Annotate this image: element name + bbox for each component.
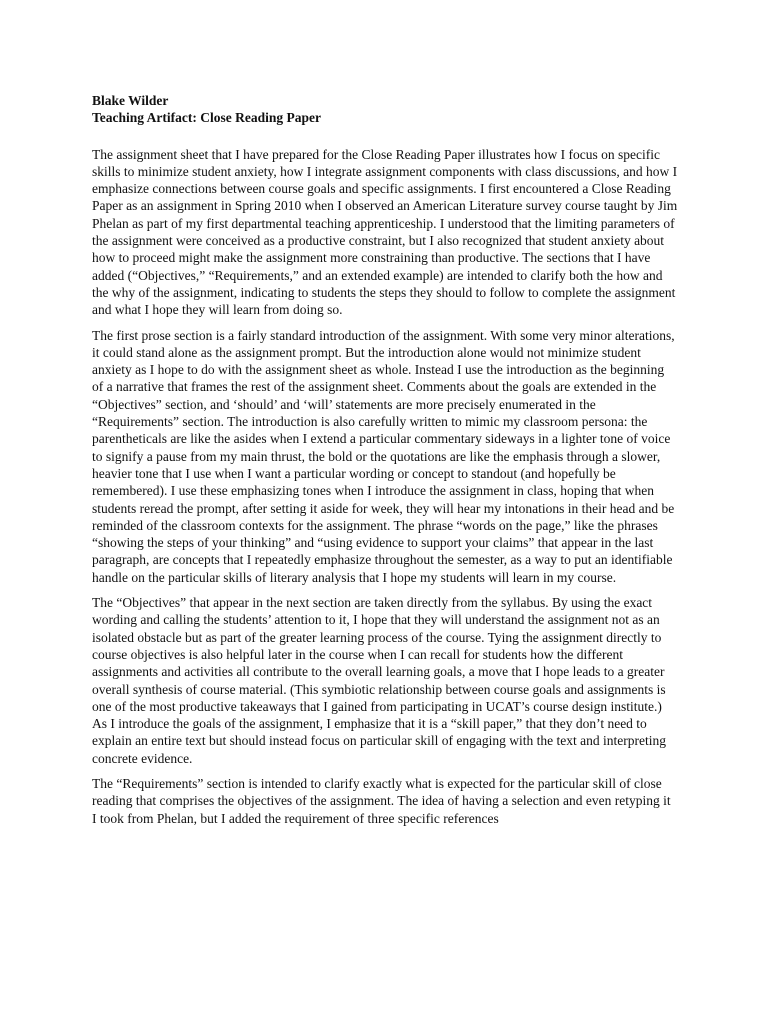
document-title: Teaching Artifact: Close Reading Paper: [92, 110, 321, 126]
paragraph-4: The “Requirements” section is intended to clarify exactly what is expected for the particular skill of close reading that comprises the objectives of the assignment. The idea of having a selection and even retyping it I took from Phelan, but I added the requirement of three specific references: [92, 775, 671, 826]
paragraph-1: The assignment sheet that I have prepared for the Close Reading Paper illustrates how I focus on specific skills to minimize student anxiety, how I integrate assignment components with class discussions, and how I emphasize connections between course goals and specific assignments. I first encountered a Close Reading Paper as an assignment in Spring 2010 when I observed an American Literature survey course taught by Jim Phelan as part of my first departmental teaching apprenticeship. I understood that the limiting parameters of the assignment were conceived as a productive constraint, but I also recognized that student anxiety about how to proceed might make the assignment more constraining than productive. The sections that I have added (“Objectives,” “Requirements,” and an extended example) are intended to clarify both the how and the why of the assignment, indicating to students the steps they should to follow to complete the assignment and what I hope they will learn from doing so.: [92, 146, 678, 318]
document-page: [92, 92, 678, 835]
document-body: [92, 146, 678, 827]
author-name: Blake Wilder: [92, 93, 169, 108]
paragraph-3: The “Objectives” that appear in the next section are taken directly from the syllabus. By using the exact wording and calling the students’ attention to it, I hope that they will understand the assignment not as an isolated obstacle but as part of the greater learning process of the course. Tying the assignment directly to course objectives is also helpful later in the course when I can recall for students how the different assignments and activities all contribute to the overall learning goals, a move that I hope leads to a greater overall synthesis of course material. (This symbiotic relationship between course goals and assignments is one of the most productive takeaways that I gained from participating in UCAT’s course design institute.) As I introduce the goals of the assignment, I emphasize that it is a “skill paper,” that they don’t need to explain an entire text but should instead focus on particular skill of engaging with the text and interpreting concrete evidence.: [92, 595, 666, 766]
document-header: [92, 92, 678, 127]
paragraph-2: The first prose section is a fairly standard introduction of the assignment. With some very minor alterations, it could stand alone as the assignment prompt. But the introduction alone would not minimize student anxiety as I hope to do with the assignment sheet as whole. Instead I use the introduction as the beginning of a narrative that frames the rest of the assignment sheet. Comments about the goals are extended in the “Objectives” section, and ‘should’ and ‘will’ statements are more precisely enumerated in the “Requirements” section. The introduction is also carefully written to mimic my classroom persona: the parentheticals are like the asides when I extend a particular commentary sideways in a lighter tone of voice to signify a pause from my main thrust, the bold or the quotations are like the emphasis through a slower, heavier tone that I use when I want a particular wording or concept to standout (and hopefully be remembered). I use these emphasizing tones when I introduce the assignment in class, hoping that when students reread the prompt, after setting it aside for week, they will hear my intonations in their head and be reminded of the classroom contexts for the assignment. The phrase “words on the page,” like the phrases “showing the steps of your thinking” and “using evidence to support your claims” that appear in the last paragraph, are concepts that I repeatedly emphasize throughout the semester, as a way to put an identifiable handle on the particular skills of literary analysis that I hope my students will learn in my course.: [92, 327, 675, 585]
